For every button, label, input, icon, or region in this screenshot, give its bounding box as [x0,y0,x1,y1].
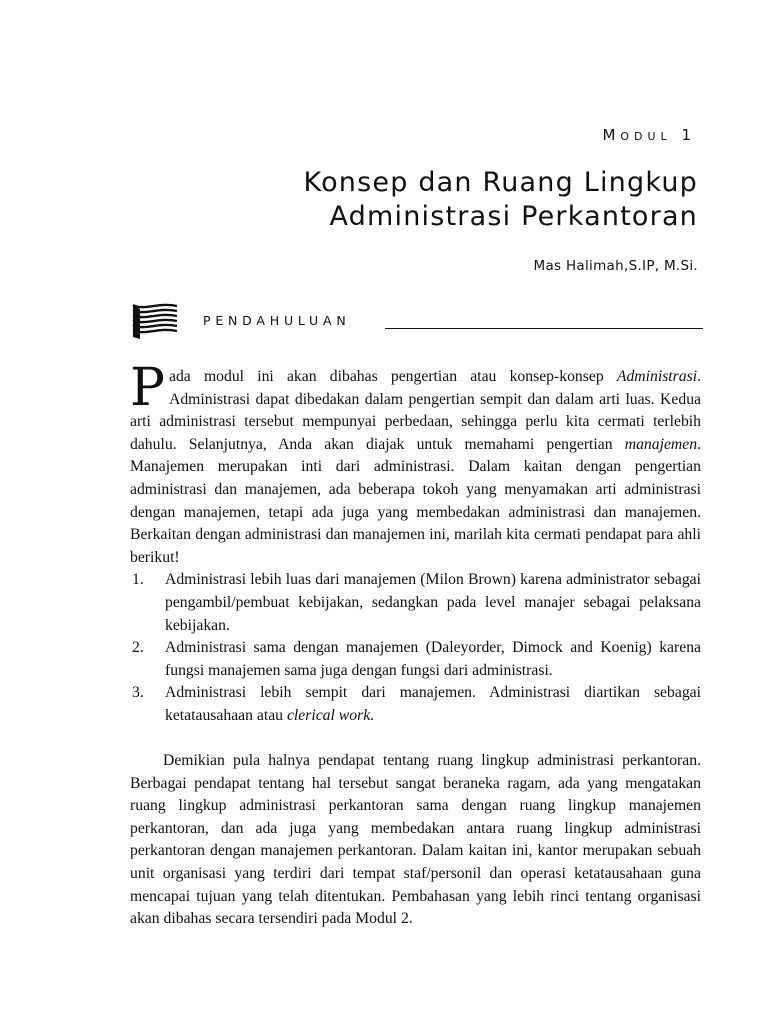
intro-text-3: . Manajemen merupakan inti dari administrasi. Dalam kaitan dengan pengertian administrasi dan manajemen, ada beberapa tokoh yang menyamakan arti administrasi dengan manajemen, tetapi ada juga yang membedakan administrasi dan manajemen. Berkaitan dengan administrasi dan manajemen ini, marilah kita cermati pendapat para ahli berikut! [130,435,701,566]
title-line-1: Konsep dan Ruang Lingkup [303,167,698,198]
body-text [130,358,701,931]
section-divider [385,328,703,329]
module-label: Modul 1 [602,126,696,144]
list-text: Administrasi lebih sempit dari manajemen. Administrasi diartikan sebagai ketatausahaan atau [165,684,701,724]
list-text-end: . [370,706,375,724]
paragraph-gap [130,728,701,751]
intro-emphasis-2: manajemen [624,435,698,453]
intro-text-2: . Administrasi dapat dibedakan dalam pengertian sempit dan dalam arti luas. Kedua arti administrasi tersebut mempunyai perbedaan, sehingga perlu kita cermati terlebih dahulu. Selanjutnya, Anda akan diajak untuk memahami pengertian [130,368,701,453]
page-title [198,166,698,234]
list-item [130,569,701,637]
title-line-2: Administrasi Perkantoran [329,201,698,232]
intro-paragraph [130,358,701,569]
list-text: Administrasi sama dengan manajemen (Daleyorder, Dimock and Koenig) karena fungsi manajemen sama juga dengan fungsi dari administrasi. [165,639,701,679]
list-item [130,637,701,682]
drop-cap: P [130,358,165,418]
second-paragraph: Demikian pula halnya pendapat tentang ruang lingkup administrasi perkantoran. Berbagai pendapat tentang hal tersebut sangat beraneka ragam, ada yang mengatakan ruang lingkup administrasi perkantoran sama dengan ruang lingkup manajemen perkantoran, dan ada juga yang membedakan antara ruang lingkup administrasi perkantoran dengan manajemen perkantoran. Dalam kaitan ini, kantor merupakan sebuah unit organisasi yang terdiri dari tempat staf/personil dan operasi ketatausahaan guna mencapai tujuan yang telah ditentukan. Pembahasan yang lebih rinci tentang organisasi akan dibahas secara tersendiri pada Modul 2. [130,752,701,928]
book-pages-icon [130,301,180,341]
opinion-list [130,569,701,727]
intro-text-1: ada modul ini akan dibahas pengertian atau konsep-konsep [169,368,617,385]
list-emphasis: clerical work [286,706,371,724]
list-text: Administrasi lebih luas dari manajemen (Milon Brown) karena administrator sebagai pengambil/pembuat kebijakan, sedangkan pada level manajer sebagai pelaksana kebijakan. [165,571,701,634]
list-number: 3. [132,684,144,702]
intro-emphasis-1: Administrasi [616,368,698,385]
list-number: 1. [132,571,144,589]
author-name: Mas Halimah,S.IP, M.Si. [533,258,698,274]
section-label: PENDAHULUAN [203,313,351,328]
list-number: 2. [132,639,144,657]
list-item [130,682,701,727]
